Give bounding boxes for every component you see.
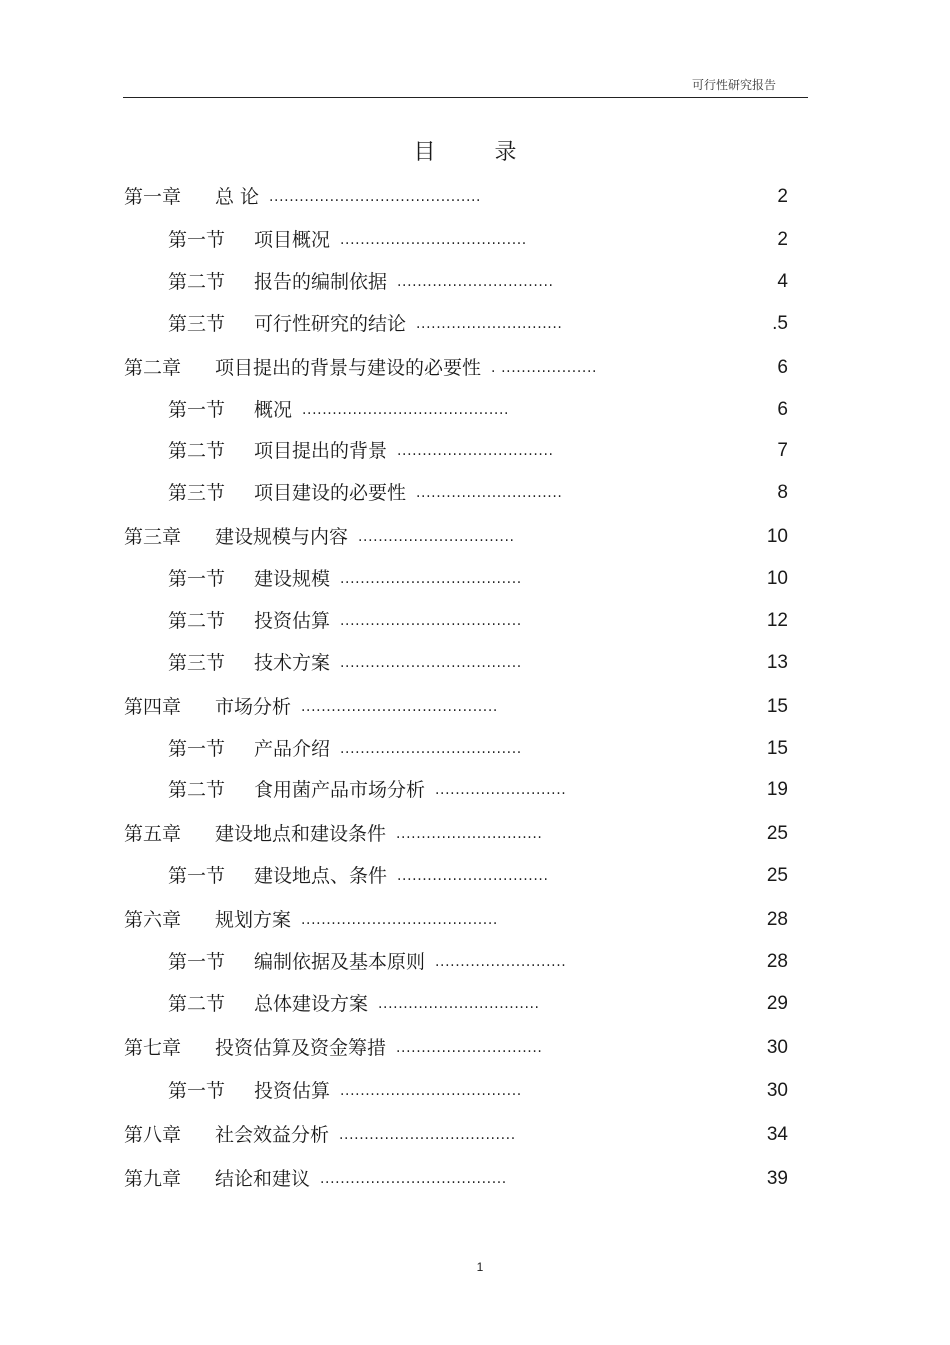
toc-entry-title: 结论和建议 (215, 1168, 311, 1190)
toc-chapter-entry[interactable] (124, 1035, 600, 1061)
toc-entry-title: 建设地点、条件 (254, 865, 388, 887)
toc-entry-label: 第六章 (124, 909, 182, 931)
toc-page-number: 15 (766, 738, 788, 759)
toc-section-entry[interactable] (168, 991, 600, 1017)
toc-page-number: 30 (766, 1037, 788, 1058)
footer-page-number: 1 (476, 1260, 484, 1274)
toc-entry-title: 项目建设的必要性 (254, 482, 407, 504)
toc-page-number: 30 (766, 1080, 788, 1101)
toc-leader-dots: .............................. (397, 868, 549, 884)
toc-leader-dots: ....................................... (301, 699, 498, 715)
toc-page-number: 15 (766, 696, 788, 717)
toc-section-entry[interactable] (168, 311, 600, 337)
toc-entry-title: 总体建设方案 (254, 993, 369, 1015)
toc-leader-dots: ............................. (416, 485, 563, 501)
toc-section-entry[interactable] (168, 949, 600, 975)
toc-section-entry[interactable] (168, 608, 600, 634)
toc-entry-label: 第一章 (124, 186, 182, 208)
toc-leader-dots: ................................... (339, 1127, 516, 1143)
toc-entry-title: 概况 (254, 399, 293, 421)
toc-page-number: 13 (766, 652, 788, 673)
toc-page-number: 25 (766, 865, 788, 886)
toc-section-entry[interactable] (168, 863, 600, 889)
toc-page-number: 12 (766, 610, 788, 631)
toc-entry-title: 项目提出的背景与建设的必要性 (215, 357, 482, 379)
toc-title: 目 录 (413, 140, 543, 165)
toc-entry-label: 第一节 (168, 865, 226, 887)
toc-page-number: 4 (777, 271, 788, 292)
toc-section-entry[interactable] (168, 397, 600, 423)
toc-entry-label: 第五章 (124, 823, 182, 845)
toc-entry-title: 报告的编制依据 (254, 271, 388, 293)
toc-chapter-entry[interactable] (124, 907, 600, 933)
toc-entry-label: 第三节 (168, 313, 226, 335)
toc-entry-title: 建设规模与内容 (215, 526, 349, 548)
toc-entry-label: 第二节 (168, 779, 226, 801)
toc-entry-title: 投资估算及资金筹措 (215, 1037, 387, 1059)
toc-page-number: 19 (766, 779, 788, 800)
toc-entry-label: 第九章 (124, 1168, 182, 1190)
toc-entry-label: 第三节 (168, 482, 226, 504)
toc-leader-dots: ......................................... (302, 402, 510, 418)
toc-leader-dots: ..................................... (320, 1171, 507, 1187)
toc-entry-title: 社会效益分析 (215, 1124, 330, 1146)
toc-entry-label: 第三节 (168, 652, 226, 674)
toc-page-number: 29 (766, 993, 788, 1014)
toc-page-number: 6 (777, 357, 788, 378)
toc-page-number: 10 (766, 568, 788, 589)
toc-entry-title: 投资估算 (254, 1080, 331, 1102)
toc-page-number: 25 (766, 823, 788, 844)
toc-leader-dots: ............................. (416, 316, 563, 332)
toc-entry-title: 项目概况 (254, 229, 331, 251)
toc-chapter-entry[interactable] (124, 184, 600, 210)
toc-entry-title: 编制依据及基本原则 (254, 951, 426, 973)
toc-entry-label: 第一节 (168, 951, 226, 973)
toc-entry-label: 第一节 (168, 399, 226, 421)
toc-entry-title: 产品介绍 (254, 738, 331, 760)
toc-leader-dots: .................................... (340, 571, 522, 587)
toc-page-number: 2 (777, 186, 788, 207)
toc-entry-label: 第二节 (168, 271, 226, 293)
toc-entry-title: 总 论 (215, 186, 260, 208)
toc-leader-dots: .......................... (435, 954, 567, 970)
toc-page-number: 39 (766, 1168, 788, 1189)
toc-leader-dots: ............................... (397, 274, 554, 290)
toc-entry-label: 第二节 (168, 440, 226, 462)
toc-leader-dots: ............................. (396, 826, 543, 842)
toc-entry-title: 技术方案 (254, 652, 331, 674)
toc-leader-dots: .................................... (340, 655, 522, 671)
toc-entry-title: 食用菌产品市场分析 (254, 779, 426, 801)
toc-leader-dots: . ................... (491, 360, 598, 376)
toc-page-number: 28 (766, 909, 788, 930)
toc-section-entry[interactable] (168, 736, 600, 762)
toc-entry-title: 可行性研究的结论 (254, 313, 407, 335)
toc-section-entry[interactable] (168, 227, 600, 253)
toc-section-entry[interactable] (168, 566, 600, 592)
toc-leader-dots: ............................... (358, 529, 515, 545)
toc-chapter-entry[interactable] (124, 1122, 600, 1148)
toc-entry-title: 建设规模 (254, 568, 331, 590)
toc-page-number: 8 (777, 482, 788, 503)
toc-entry-label: 第二章 (124, 357, 182, 379)
toc-page-number: 2 (777, 229, 788, 250)
toc-section-entry[interactable] (168, 777, 600, 803)
toc-entry-label: 第一节 (168, 738, 226, 760)
toc-entry-title: 项目提出的背景 (254, 440, 388, 462)
toc-page-number: 6 (777, 399, 788, 420)
toc-leader-dots: .................................... (340, 741, 522, 757)
toc-entry-title: 投资估算 (254, 610, 331, 632)
toc-leader-dots: ............................... (397, 443, 554, 459)
toc-entry-label: 第一节 (168, 568, 226, 590)
toc-section-entry[interactable] (168, 438, 600, 464)
toc-chapter-entry[interactable] (124, 821, 600, 847)
toc-entry-label: 第四章 (124, 696, 182, 718)
toc-leader-dots: .......................... (435, 782, 567, 798)
toc-section-entry[interactable] (168, 1078, 600, 1104)
toc-entry-label: 第八章 (124, 1124, 182, 1146)
toc-chapter-entry[interactable] (124, 694, 600, 720)
toc-page-number: 7 (777, 440, 788, 461)
toc-leader-dots: .................................... (340, 1083, 522, 1099)
toc-section-entry[interactable] (168, 480, 600, 506)
toc-leader-dots: .......................................... (269, 189, 482, 205)
running-header: 可行性研究报告 (691, 78, 776, 92)
toc-entry-title: 建设地点和建设条件 (215, 823, 387, 845)
toc-page-number: 28 (766, 951, 788, 972)
toc-leader-dots: ....................................... (301, 912, 498, 928)
toc-entry-title: 规划方案 (215, 909, 292, 931)
toc-page-number: .5 (772, 313, 788, 334)
toc-section-entry[interactable] (168, 269, 600, 295)
toc-leader-dots: ..................................... (340, 232, 527, 248)
toc-section-entry[interactable] (168, 650, 600, 676)
toc-leader-dots: ................................ (378, 996, 540, 1012)
toc-chapter-entry[interactable] (124, 355, 600, 381)
toc-leader-dots: .................................... (340, 613, 522, 629)
toc-chapter-entry[interactable] (124, 1166, 600, 1192)
toc-entry-label: 第二节 (168, 993, 226, 1015)
toc-leader-dots: ............................. (396, 1040, 543, 1056)
toc-entry-label: 第七章 (124, 1037, 182, 1059)
toc-entry-label: 第三章 (124, 526, 182, 548)
toc-entry-label: 第一节 (168, 229, 226, 251)
toc-entry-title: 市场分析 (215, 696, 292, 718)
toc-chapter-entry[interactable] (124, 524, 600, 550)
toc-page-number: 10 (766, 526, 788, 547)
toc-entry-label: 第一节 (168, 1080, 226, 1102)
toc-entry-label: 第二节 (168, 610, 226, 632)
toc-page-number: 34 (766, 1124, 788, 1145)
